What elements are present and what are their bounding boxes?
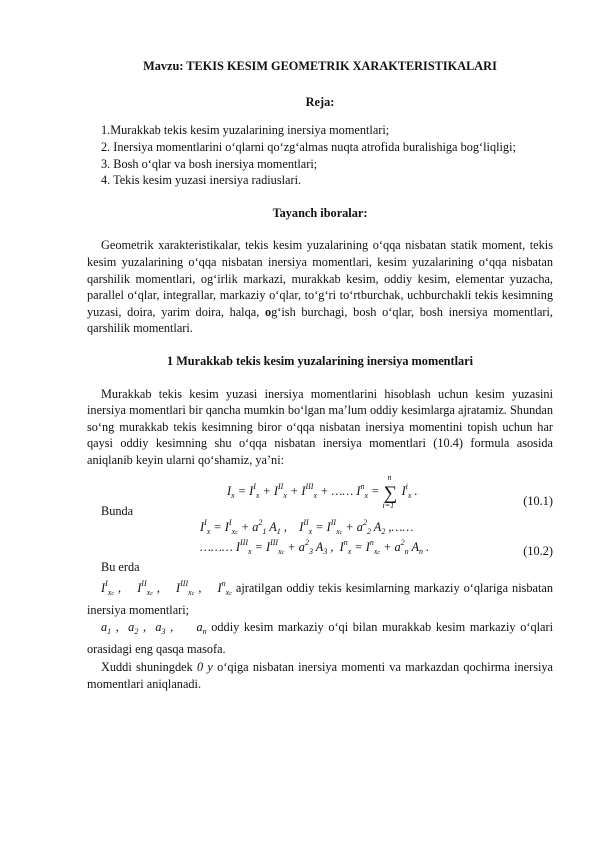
xuddi-text-a: Xuddi shuningdek [101, 660, 193, 675]
equation-10-1 [87, 469, 553, 509]
reja-item-4: 4. Tekis kesim yuzasi inersiya radiuslari. [101, 173, 302, 188]
tayanch-paragraph [87, 237, 553, 337]
section1-paragraph: Murakkab tekis kesim yuzasi inersiya momentlarini hisoblash uchun kesim yuzasini inersiya momentlari bir qancha mumkin bo‘lgan ma’lum oddiy kesimlarga ajratamiz. Shundan so‘ng murakkab tekis kesimning biror o‘qqa nisbatan inersiya momentini topish uchun har qaysi oddiy kesimning shu o‘qqa nisbatan inersiya momentlari (10.4) formula asosida aniqlanib keyin ularni qo‘shamiz, ya’ni: [87, 386, 553, 467]
document-content [87, 58, 553, 692]
moments-explanation-text: ajratilgan oddiy tekis kesimlarning markaziy o‘qlariga nisbatan inersiya momentlari; [87, 580, 554, 618]
equation-10-2-line-1: $I^I_x = I^I_{xc} + a^2_1$ $A_1$ , $I^{II}_x = I^{II}_{xc} + a^2_2$ $A_2$ ,…… [200, 518, 414, 537]
section1-heading: 1 Murakkab tekis kesim yuzalarining inersiya momentlari [166, 354, 474, 369]
equation-10-1-formula: $I_x = I^I_x + I^{II}_x + I^{III}_x$ + …… $I^n_x$ = n ∑ i=1 $I^i_x$ . [227, 472, 418, 510]
equation-10-1-number: (10.1) [523, 493, 553, 508]
distance-explanation-text: oddiy kesim markaziy o‘qi bilan murakkab kesim markaziy o‘qlari orasidagi eng qasqa masofa. [87, 619, 554, 656]
reja-item-2: 2. Inersiya momentlarini o‘qlarni qo‘zg‘almas nuqta atrofida buralishiga bog‘liqligi; [101, 140, 516, 155]
centroidal-moments-symbols: $I^I_{xc}$ , $I^{II}_{xc}$ , $I^{III}_{xc}$ , $I^n_{xc}$ [101, 578, 232, 597]
tayanch-bold-letter: o [264, 304, 272, 319]
moments-explanation [87, 576, 553, 619]
tayanch-text-a: Geometrik xarakteristikalar, tekis kesim yuzalarining o‘qqa nisbatan statik moment, tekis kesim yuzalarining o‘qqa nisbatan inersiya momentlari, kesim yuzalarining o‘qqa nisbatan qarshilik momentlari, og‘irlik markazi, murakkab kesim, oddiy kesim, elementar yuzacha, parallel o‘qlar, integrallar, markaziy o‘qlar, to‘g‘ri to‘rtburchak, uchburchakli tekis kesimning yuzasi, doira, yarim doira, halqa, [87, 238, 553, 319]
tayanch-text-b: g‘ish burchagi, bosh o‘qlar, bosh inersiya momentlari, qarshilik momentlari. [87, 304, 553, 336]
axis-0y-symbol: 0 y [197, 660, 213, 675]
reja-heading: Reja: [305, 94, 335, 109]
bu-erda-label: Bu erda [101, 560, 140, 575]
equation-10-2-line-2: ……… $I^{III}_x = I^{III}_{xc} + a^2_3$ $A_3$ , $I^n_x = I^n_{xc} + a^2_n$ $A_n$ . [200, 538, 430, 557]
reja-item-3: 3. Bosh o‘qlar va bosh inersiya momentlari; [101, 156, 318, 171]
reja-item-1: 1.Murakkab tekis kesim yuzalarining inersiya momentlari; [101, 123, 390, 138]
distance-symbols: $a_1$ , $a_2$ , $a_3$ , $a_n$ [101, 619, 207, 636]
equation-10-2-number: (10.2) [523, 544, 553, 559]
distance-explanation [87, 619, 553, 657]
equation-10-2 [87, 513, 553, 557]
xuddi-paragraph [87, 659, 553, 692]
page-title: Mavzu: TEKIS KESIM GEOMETRIK XARAKTERISTIKALARI [143, 59, 497, 73]
bunda-label: Bunda [101, 503, 134, 518]
tayanch-heading: Tayanch iboralar: [272, 205, 368, 220]
xuddi-text-b: o‘qiga nisbatan inersiya momenti va markazdan qochirma inersiya momentlari aniqlanadi. [87, 660, 554, 691]
